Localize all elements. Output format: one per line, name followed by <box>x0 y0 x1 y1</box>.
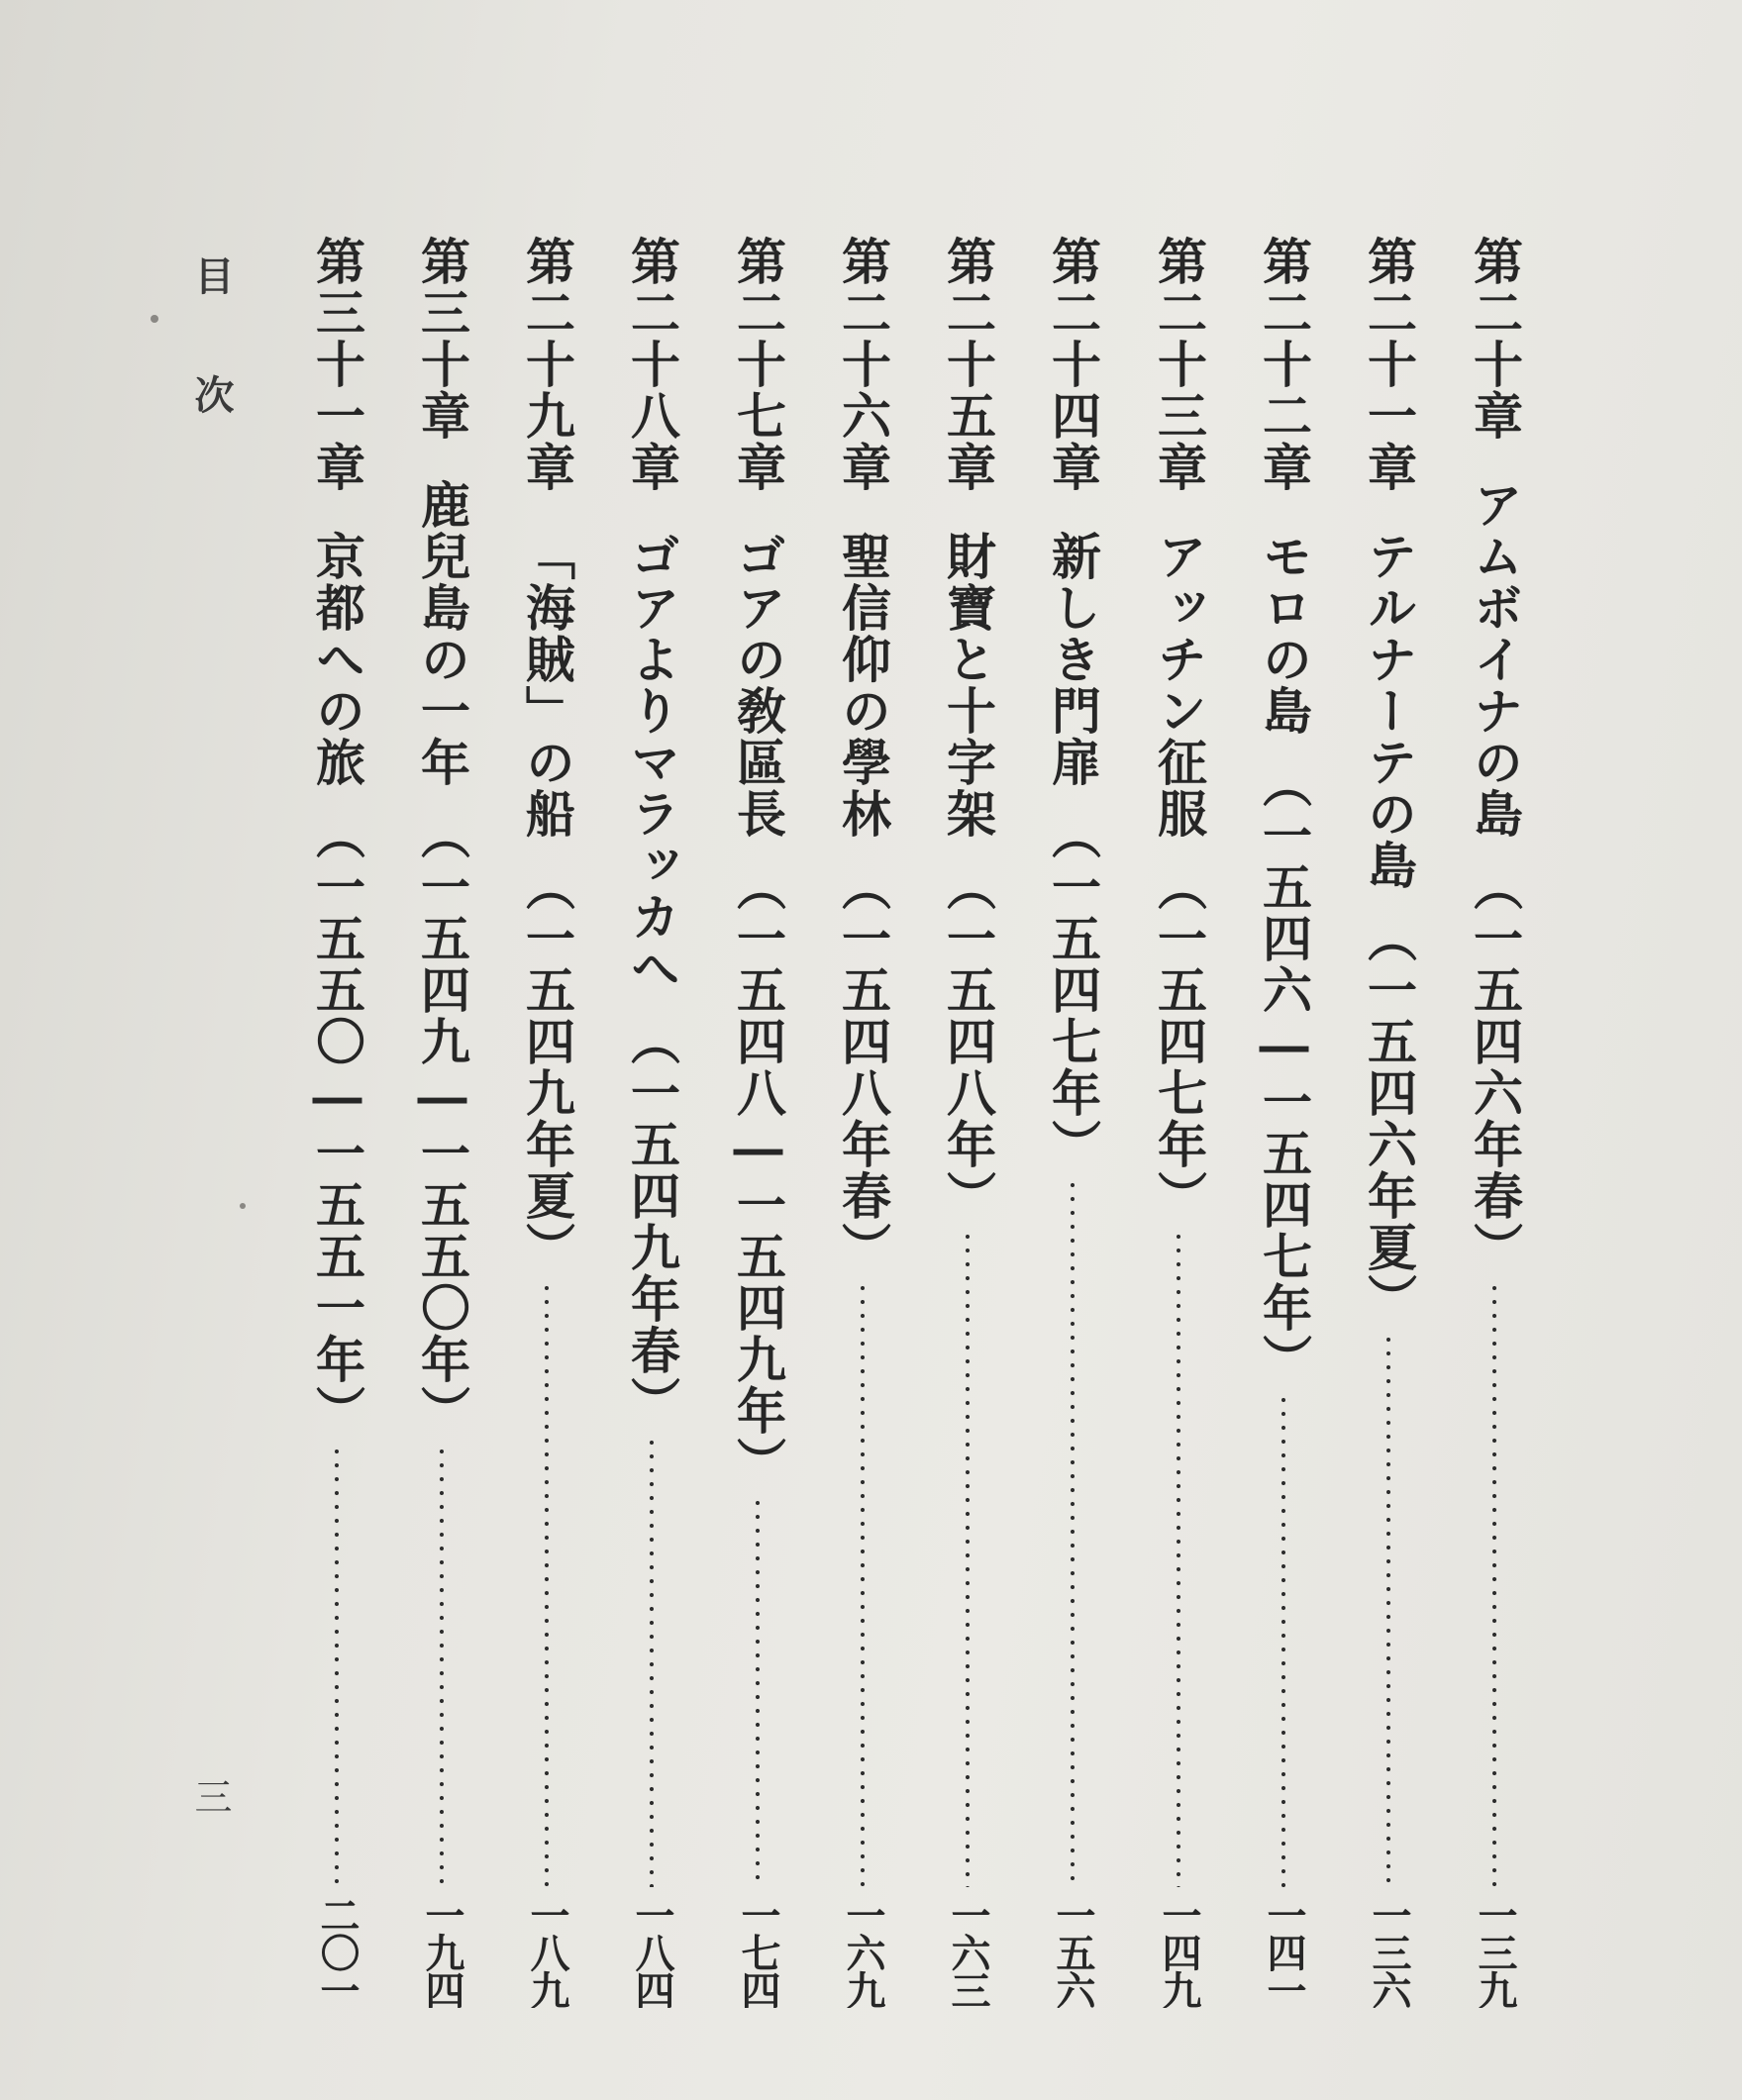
chapter-label: 第二十五章 <box>939 236 997 493</box>
page-number: 一四九 <box>1156 1895 1202 2008</box>
chapter-label: 第二十二章 <box>1255 236 1313 493</box>
toc-entry[interactable] <box>515 236 578 2008</box>
chapter-title: 「海賊」の船 <box>518 531 576 840</box>
chapter-date: （一五四六年春） <box>1466 861 1524 1273</box>
page-folio: 三 <box>188 1777 232 1815</box>
toc-entry[interactable] <box>1463 236 1526 2008</box>
dot-leader <box>440 1445 444 1887</box>
chapter-date: （一五四八年） <box>939 861 997 1222</box>
page-speck <box>240 1203 246 1209</box>
chapter-label: 第三十一章 <box>308 236 366 493</box>
chapter-title: 鹿兒島の一年 <box>413 479 471 788</box>
chapter-date: （一五四九年春） <box>623 1016 681 1428</box>
chapter-date: （一五四九年夏） <box>518 861 576 1273</box>
page-number: 一八九 <box>524 1895 570 2008</box>
page-number: 一四一 <box>1261 1895 1307 2008</box>
chapter-date: （一五四七年） <box>1044 810 1102 1170</box>
chapter-label: 第二十四章 <box>1044 236 1102 493</box>
chapter-date: （一五四七年） <box>1150 861 1208 1222</box>
toc-entry[interactable] <box>1041 236 1104 2008</box>
chapter-date: （一五四九―一五五〇年） <box>413 810 471 1437</box>
page-number: 一六九 <box>840 1895 886 2008</box>
chapter-title: 京都への旅 <box>308 531 366 788</box>
page-number: 一三九 <box>1472 1895 1518 2008</box>
chapter-date: （一五四八―一五四九年） <box>729 861 787 1488</box>
chapter-date: （一五四六年夏） <box>1360 913 1418 1325</box>
toc-entry[interactable] <box>620 236 683 2008</box>
toc-entry[interactable] <box>1357 236 1420 2008</box>
dot-leader <box>1281 1393 1285 1887</box>
page-speck <box>151 315 158 323</box>
chapter-title: 新しき門扉 <box>1044 531 1102 788</box>
chapter-date: （一五四六―一五四七年） <box>1255 758 1313 1385</box>
chapter-date: （一五四八年春） <box>834 861 892 1273</box>
page-number: 一八四 <box>629 1895 675 2008</box>
chapter-title: ゴアよりマラッカへ <box>623 531 681 994</box>
toc-entry[interactable] <box>936 236 999 2008</box>
toc-entry[interactable] <box>1147 236 1210 2008</box>
page-number: 一三六 <box>1366 1895 1412 2008</box>
dot-leader <box>756 1496 760 1887</box>
chapter-date: （一五五〇―一五五一年） <box>308 810 366 1437</box>
page-number: 一六三 <box>945 1895 991 2008</box>
chapter-label: 第二十一章 <box>1360 236 1418 493</box>
chapter-label: 第二十七章 <box>729 236 787 493</box>
dot-leader <box>1386 1333 1390 1887</box>
dot-leader <box>1177 1230 1180 1887</box>
page-number: 二〇一 <box>314 1895 360 2008</box>
dot-leader <box>1071 1178 1075 1887</box>
chapter-title: 聖信仰の學林 <box>834 531 892 840</box>
page-number: 一五六 <box>1050 1895 1096 2008</box>
running-header: 目次 <box>188 255 235 493</box>
chapter-label: 第二十六章 <box>834 236 892 493</box>
toc-entry[interactable] <box>410 236 473 2008</box>
chapter-label: 第二十九章 <box>518 236 576 493</box>
dot-leader <box>966 1230 970 1887</box>
toc-entry[interactable] <box>831 236 894 2008</box>
dot-leader <box>650 1436 654 1887</box>
dot-leader <box>545 1281 549 1887</box>
chapter-label: 第二十三章 <box>1150 236 1208 493</box>
chapter-label: 第二十八章 <box>623 236 681 493</box>
chapter-title: ゴアの敎區長 <box>729 531 787 840</box>
chapter-title: 財寶と十字架 <box>939 531 997 840</box>
toc-entry[interactable] <box>305 236 368 2008</box>
dot-leader <box>1492 1281 1496 1887</box>
chapter-title: アッチン征服 <box>1150 531 1208 840</box>
page-number: 一七四 <box>735 1895 781 2008</box>
chapter-title: モロの島 <box>1255 531 1313 737</box>
dot-leader <box>335 1445 339 1887</box>
chapter-label: 第三十章 <box>413 236 471 442</box>
dot-leader <box>861 1281 865 1887</box>
toc-entry[interactable] <box>1252 236 1315 2008</box>
chapter-title: アムボイナの島 <box>1466 479 1524 840</box>
chapter-title: テルナーテの島 <box>1360 531 1418 891</box>
toc-entry[interactable] <box>726 236 789 2008</box>
chapter-label: 第二十章 <box>1466 236 1524 442</box>
page-number: 一九四 <box>419 1895 465 2008</box>
